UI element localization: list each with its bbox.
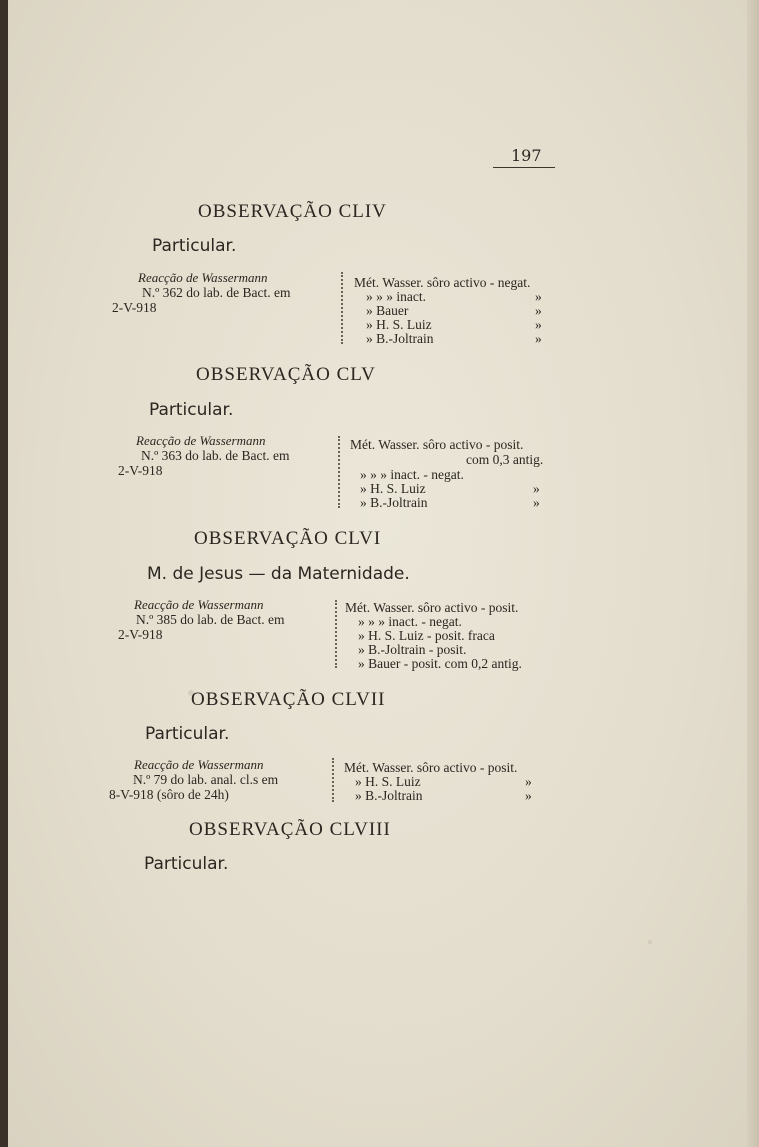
test-date: 2-V-918 xyxy=(112,300,157,315)
result-line: » Bauer - posit. com 0,2 antig. xyxy=(358,656,522,671)
paper-spot xyxy=(648,940,652,944)
section-subject: Particular. xyxy=(149,400,234,420)
result-line: » » » inact. - negat. xyxy=(360,467,464,482)
lab-reference: N.º 362 do lab. de Bact. em xyxy=(142,285,291,300)
section-subject: Particular. xyxy=(152,236,237,256)
result-line: Mét. Wasser. sôro activo - negat. xyxy=(354,275,531,290)
section-title: OBSERVAÇÃO CLIV xyxy=(198,201,387,222)
ditto-mark: » xyxy=(525,788,532,803)
section-title: OBSERVAÇÃO CLV xyxy=(196,364,376,385)
result-line: » » » inact. - negat. xyxy=(358,614,462,629)
result-line: » Bauer xyxy=(366,303,409,318)
book-page xyxy=(8,0,759,1147)
test-date: 2-V-918 xyxy=(118,627,163,642)
test-name: Reacção de Wassermann xyxy=(138,270,268,285)
lab-reference: N.º 79 do lab. anal. cl.s em xyxy=(133,772,279,787)
ditto-mark: » xyxy=(535,303,542,318)
result-line: com 0,3 antig. xyxy=(466,452,544,467)
result-line: » B.-Joltrain xyxy=(366,331,434,346)
test-name: Reacção de Wassermann xyxy=(134,597,264,612)
lab-reference: N.º 363 do lab. de Bact. em xyxy=(141,448,290,463)
result-line: Mét. Wasser. sôro activo - posit. xyxy=(350,437,524,452)
section-subject: M. de Jesus — da Maternidade. xyxy=(147,564,410,584)
result-line: Mét. Wasser. sôro activo - posit. xyxy=(344,760,518,775)
result-line: » B.-Joltrain xyxy=(355,788,423,803)
column-divider xyxy=(335,600,337,668)
result-line: » H. S. Luiz xyxy=(355,774,421,789)
section-title: OBSERVAÇÃO CLVII xyxy=(191,689,386,710)
page-number-rule xyxy=(493,167,555,168)
result-line: » » » inact. xyxy=(366,289,426,304)
test-date: 2-V-918 xyxy=(118,463,163,478)
result-line: » H. S. Luiz - posit. fraca xyxy=(358,628,495,643)
test-date: 8-V-918 (sôro de 24h) xyxy=(109,787,229,802)
column-divider xyxy=(332,758,334,802)
result-line: » B.-Joltrain xyxy=(360,495,428,510)
ditto-mark: » xyxy=(533,495,540,510)
section-subject: Particular. xyxy=(144,854,229,874)
page-number: 197 xyxy=(511,146,542,165)
test-name: Reacção de Wassermann xyxy=(136,433,266,448)
ditto-mark: » xyxy=(525,774,532,789)
ditto-mark: » xyxy=(535,317,542,332)
section-title: OBSERVAÇÃO CLVIII xyxy=(189,819,391,840)
column-divider xyxy=(341,272,343,344)
result-line: » B.-Joltrain - posit. xyxy=(358,642,467,657)
section-title: OBSERVAÇÃO CLVI xyxy=(194,528,382,549)
ditto-mark: » xyxy=(535,289,542,304)
page-edge xyxy=(747,0,759,1147)
ditto-mark: » xyxy=(533,481,540,496)
result-line: » H. S. Luiz xyxy=(360,481,426,496)
result-line: » H. S. Luiz xyxy=(366,317,432,332)
section-subject: Particular. xyxy=(145,724,230,744)
lab-reference: N.º 385 do lab. de Bact. em xyxy=(136,612,285,627)
ditto-mark: » xyxy=(535,331,542,346)
column-divider xyxy=(338,436,340,508)
test-name: Reacção de Wassermann xyxy=(134,757,264,772)
result-line: Mét. Wasser. sôro activo - posit. xyxy=(345,600,519,615)
